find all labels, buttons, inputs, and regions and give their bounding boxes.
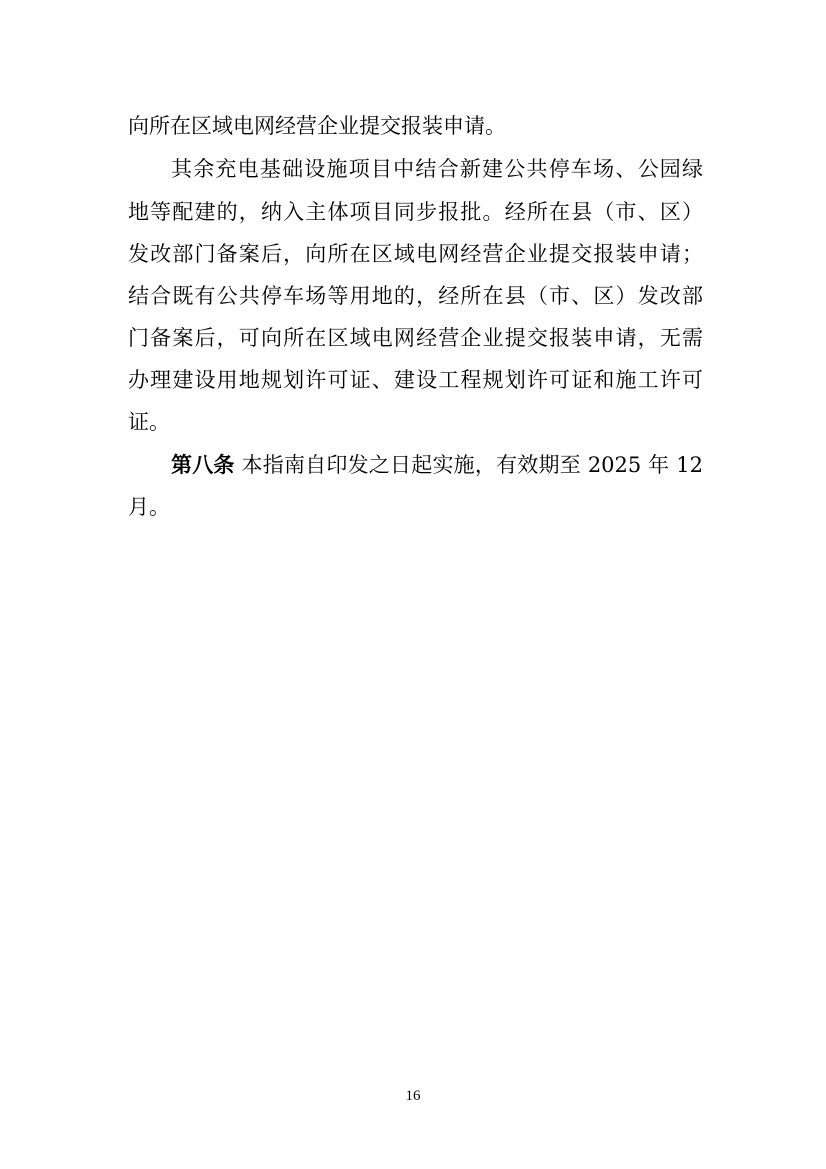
paragraph-line: 其余充电基础设施项目中结合新建公共停车场、公园绿 bbox=[171, 157, 703, 181]
page-number: 16 bbox=[405, 1088, 421, 1104]
paragraph-line: 发改部门备案后，向所在区域电网经营企业提交报装申请； bbox=[128, 242, 703, 266]
paragraph-line: 结合既有公共停车场等用地的，经所在县（市、区）发改部 bbox=[128, 284, 703, 308]
article-8-line bbox=[171, 449, 703, 481]
paragraph-line: 地等配建的，纳入主体项目同步报批。经所在县（市、区） bbox=[128, 200, 703, 224]
paragraph-line: 证。 bbox=[128, 410, 170, 434]
article-text: 本指南自印发之日起实施，有效期至 2025 年 12 bbox=[241, 453, 703, 477]
article-heading: 第八条 bbox=[171, 452, 235, 477]
article-8-line: 月。 bbox=[128, 495, 170, 519]
paragraph-line: 门备案后，可向所在区域电网经营企业提交报装申请，无需 bbox=[128, 326, 703, 350]
paragraph-line: 向所在区域电网经营企业提交报装申请。 bbox=[128, 114, 506, 138]
paragraph-line: 办理建设用地规划许可证、建设工程规划许可证和施工许可 bbox=[128, 368, 703, 392]
